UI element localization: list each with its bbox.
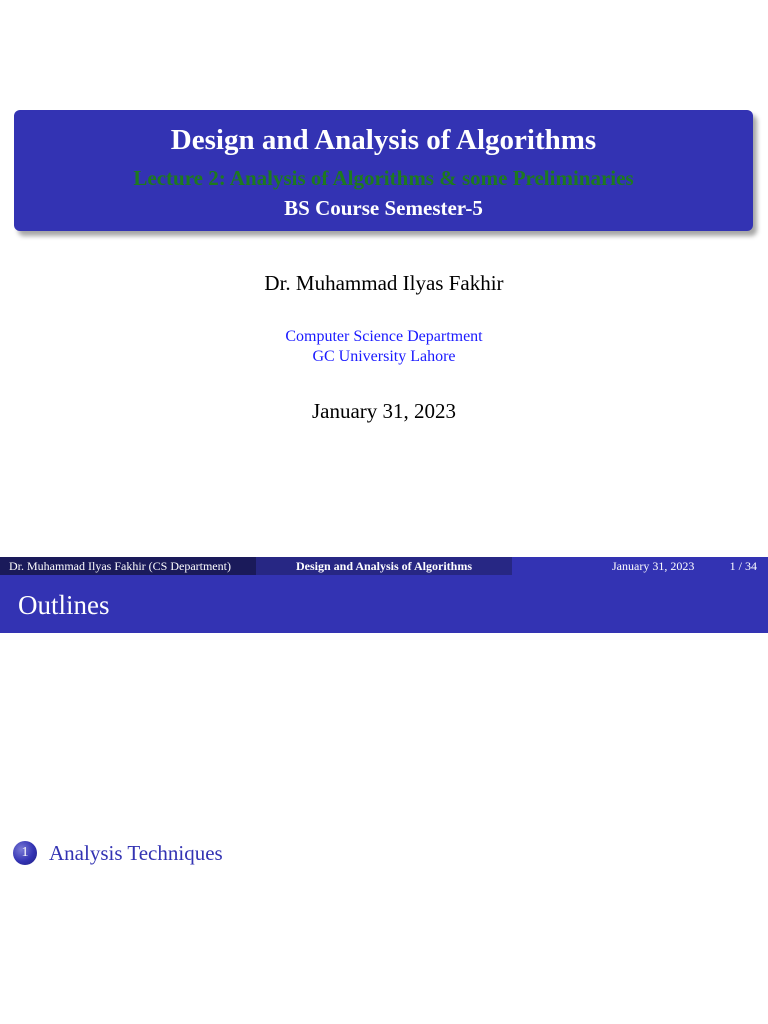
- institute-department: Computer Science Department: [285, 328, 483, 345]
- section-number-ball-icon: 1: [13, 841, 37, 865]
- footer-title: Design and Analysis of Algorithms: [256, 557, 512, 575]
- footer-bar: [0, 557, 768, 575]
- frame-title: Outlines: [18, 590, 110, 620]
- footer-page-number: 1 / 34: [729, 559, 757, 573]
- title-box: [14, 110, 753, 231]
- frame-title-bar: [0, 575, 768, 633]
- author-name: Dr. Muhammad Ilyas Fakhir: [264, 271, 504, 295]
- toc-item-label[interactable]: Analysis Techniques: [49, 841, 223, 865]
- footer-author-section: [0, 557, 256, 575]
- institute-university: GC University Lahore: [312, 348, 456, 365]
- footer-right-section: [512, 557, 768, 575]
- footer-author: Dr. Muhammad Ilyas Fakhir (CS Department): [9, 559, 231, 573]
- presentation-subtitle: Lecture 2: Analysis of Algorithms & some Preliminaries: [133, 166, 634, 190]
- presentation-date: January 31, 2023: [311, 399, 457, 423]
- presentation-title: Design and Analysis of Algorithms: [170, 124, 597, 156]
- course-label: BS Course Semester-5: [284, 196, 483, 220]
- footer-date: January 31, 2023: [612, 559, 695, 573]
